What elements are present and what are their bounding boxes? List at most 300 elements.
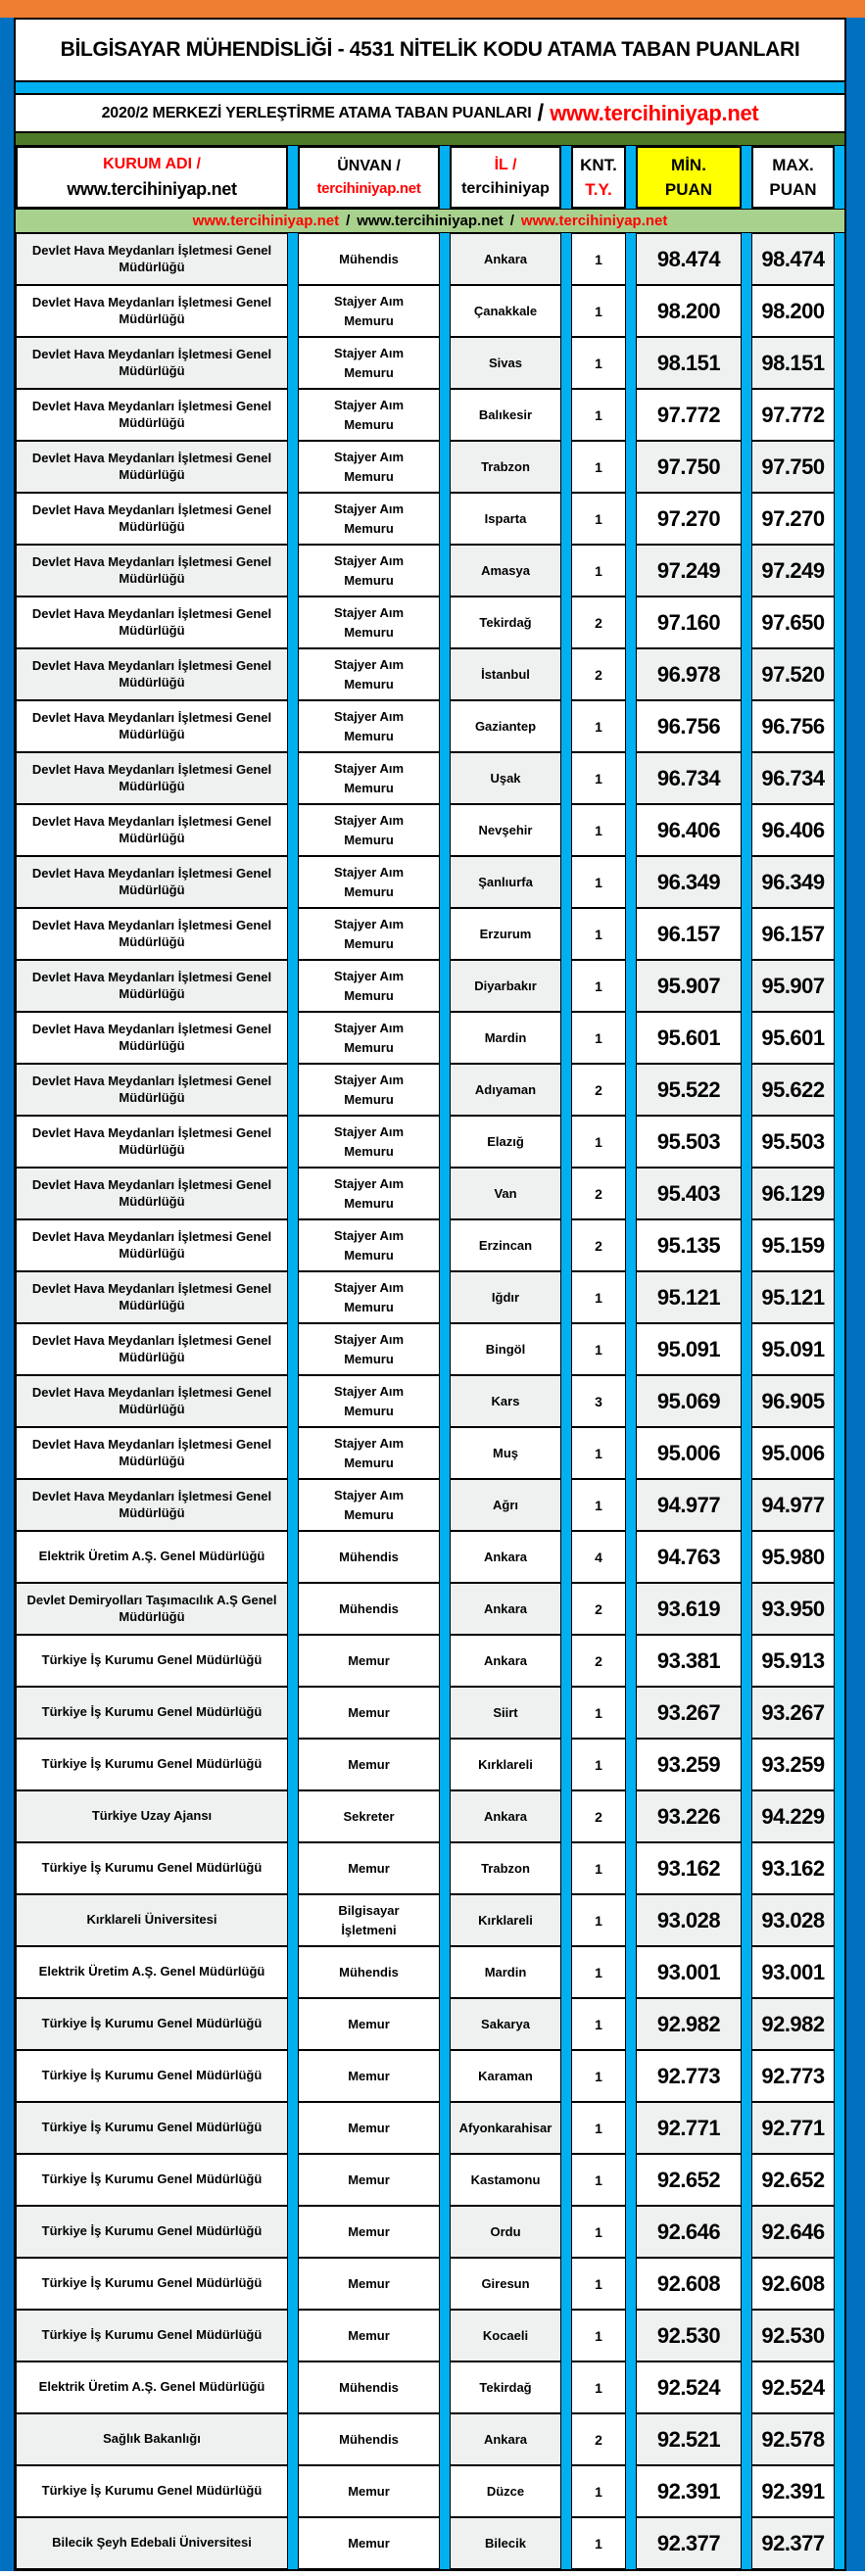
cell-knt: 1 <box>571 2465 626 2517</box>
cell-knt: 1 <box>571 856 626 908</box>
cell-il: Şanlıurfa <box>450 856 561 908</box>
cell-il: Erzincan <box>450 1219 561 1271</box>
cell-min-puan: 96.406 <box>636 804 742 856</box>
cell-max-puan: 92.524 <box>751 2361 835 2413</box>
table-row <box>16 1271 844 1323</box>
cell-min-puan: 92.608 <box>636 2258 742 2310</box>
cell-max-puan: 92.391 <box>751 2465 835 2517</box>
cell-max-puan: 95.622 <box>751 1064 835 1116</box>
table-row <box>16 2050 844 2102</box>
cell-il: Sivas <box>450 337 561 389</box>
max-header-label: MAX. <box>772 155 814 174</box>
cell-min-puan: 92.646 <box>636 2206 742 2258</box>
cell-knt: 1 <box>571 2050 626 2102</box>
cell-unvan: Memur <box>298 1842 440 1894</box>
cell-min-puan: 92.524 <box>636 2361 742 2413</box>
column-header-il <box>450 146 561 209</box>
cell-il: Ankara <box>450 233 561 285</box>
table-row <box>16 545 844 596</box>
cell-il: Ordu <box>450 2206 561 2258</box>
cell-min-puan: 98.474 <box>636 233 742 285</box>
cell-knt: 1 <box>571 1687 626 1739</box>
cell-max-puan: 92.530 <box>751 2310 835 2361</box>
cell-unvan: Memur <box>298 2465 440 2517</box>
table-row <box>16 389 844 441</box>
cell-max-puan: 98.474 <box>751 233 835 285</box>
watermark-bar <box>16 209 844 233</box>
cell-min-puan: 93.028 <box>636 1894 742 1946</box>
column-header-unvan <box>298 146 440 209</box>
table-row <box>16 960 844 1012</box>
table-row <box>16 908 844 960</box>
column-header-max <box>751 146 835 209</box>
cell-unvan: Stajyer Aım Memuru <box>298 1116 440 1168</box>
cell-il: Afyonkarahisar <box>450 2102 561 2154</box>
cell-knt: 1 <box>571 2154 626 2206</box>
table-row <box>16 285 844 337</box>
cell-unvan: Memur <box>298 2310 440 2361</box>
cell-unvan: Stajyer Aım Memuru <box>298 1427 440 1479</box>
cell-il: Adıyaman <box>450 1064 561 1116</box>
cell-kurum: Devlet Hava Meydanları İşletmesi Genel Müdürlüğü <box>16 233 288 285</box>
cell-unvan: Stajyer Aım Memuru <box>298 1219 440 1271</box>
cell-kurum: Devlet Demiryolları Taşımacılık A.Ş Genel Müdürlüğü <box>16 1583 288 1635</box>
cell-kurum: Devlet Hava Meydanları İşletmesi Genel Müdürlüğü <box>16 596 288 648</box>
subtitle-slash: / <box>537 99 545 126</box>
il-header-label: İL / <box>494 157 517 173</box>
cell-kurum: Türkiye İş Kurumu Genel Müdürlüğü <box>16 2154 288 2206</box>
cell-max-puan: 96.734 <box>751 752 835 804</box>
cell-max-puan: 95.091 <box>751 1323 835 1375</box>
cell-knt: 1 <box>571 1894 626 1946</box>
cell-max-puan: 92.652 <box>751 2154 835 2206</box>
cell-kurum: Devlet Hava Meydanları İşletmesi Genel Müdürlüğü <box>16 700 288 752</box>
cell-min-puan: 97.160 <box>636 596 742 648</box>
cell-kurum: Türkiye Uzay Ajansı <box>16 1790 288 1842</box>
cell-unvan: Memur <box>298 2517 440 2569</box>
cell-knt: 2 <box>571 1064 626 1116</box>
cell-unvan: Memur <box>298 2206 440 2258</box>
cell-kurum: Devlet Hava Meydanları İşletmesi Genel Müdürlüğü <box>16 1427 288 1479</box>
cell-knt: 1 <box>571 1323 626 1375</box>
cell-kurum: Devlet Hava Meydanları İşletmesi Genel Müdürlüğü <box>16 441 288 493</box>
cell-max-puan: 96.905 <box>751 1375 835 1427</box>
cell-kurum: Devlet Hava Meydanları İşletmesi Genel Müdürlüğü <box>16 856 288 908</box>
cell-kurum: Türkiye İş Kurumu Genel Müdürlüğü <box>16 1998 288 2050</box>
cell-kurum: Devlet Hava Meydanları İşletmesi Genel Müdürlüğü <box>16 1219 288 1271</box>
cell-max-puan: 96.406 <box>751 804 835 856</box>
cell-min-puan: 92.773 <box>636 2050 742 2102</box>
cell-il: Giresun <box>450 2258 561 2310</box>
cell-min-puan: 92.530 <box>636 2310 742 2361</box>
table-row <box>16 1219 844 1271</box>
cell-il: Çanakkale <box>450 285 561 337</box>
cell-knt: 1 <box>571 2258 626 2310</box>
cell-il: Ankara <box>450 1531 561 1583</box>
cell-knt: 2 <box>571 1168 626 1219</box>
cell-unvan: Stajyer Aım Memuru <box>298 596 440 648</box>
table-row <box>16 1479 844 1531</box>
cell-kurum: Devlet Hava Meydanları İşletmesi Genel Müdürlüğü <box>16 1375 288 1427</box>
cell-min-puan: 95.601 <box>636 1012 742 1064</box>
table-row <box>16 1531 844 1583</box>
cell-max-puan: 97.249 <box>751 545 835 596</box>
cell-max-puan: 92.608 <box>751 2258 835 2310</box>
cell-unvan: Stajyer Aım Memuru <box>298 1168 440 1219</box>
cell-max-puan: 95.159 <box>751 1219 835 1271</box>
cell-unvan: Stajyer Aım Memuru <box>298 752 440 804</box>
cell-kurum: Türkiye İş Kurumu Genel Müdürlüğü <box>16 1739 288 1790</box>
table-row <box>16 233 844 285</box>
knt-header-sublabel: T.Y. <box>585 180 612 199</box>
cell-unvan: Memur <box>298 1739 440 1790</box>
cell-max-puan: 93.259 <box>751 1739 835 1790</box>
cell-max-puan: 95.121 <box>751 1271 835 1323</box>
cell-min-puan: 96.978 <box>636 648 742 700</box>
il-header-watermark: tercihiniyap <box>461 180 550 197</box>
cell-max-puan: 95.503 <box>751 1116 835 1168</box>
cell-max-puan: 95.907 <box>751 960 835 1012</box>
cell-min-puan: 95.091 <box>636 1323 742 1375</box>
watermark-slash-2: / <box>509 213 514 229</box>
cell-il: Kars <box>450 1375 561 1427</box>
cell-il: Uşak <box>450 752 561 804</box>
cell-min-puan: 93.259 <box>636 1739 742 1790</box>
cell-max-puan: 97.520 <box>751 648 835 700</box>
table-row <box>16 1323 844 1375</box>
knt-header-label: KNT. <box>580 155 617 174</box>
column-header-kurum <box>16 146 288 209</box>
cell-kurum: Devlet Hava Meydanları İşletmesi Genel Müdürlüğü <box>16 752 288 804</box>
cell-min-puan: 92.771 <box>636 2102 742 2154</box>
cell-unvan: Stajyer Aım Memuru <box>298 389 440 441</box>
cell-min-puan: 92.521 <box>636 2413 742 2465</box>
table-row <box>16 1012 844 1064</box>
cell-knt: 4 <box>571 1531 626 1583</box>
cell-unvan: Memur <box>298 2154 440 2206</box>
cell-knt: 1 <box>571 700 626 752</box>
cell-min-puan: 96.734 <box>636 752 742 804</box>
cell-il: Tekirdağ <box>450 596 561 648</box>
unvan-header-label: ÜNVAN / <box>337 157 401 174</box>
cell-max-puan: 93.162 <box>751 1842 835 1894</box>
cell-unvan: Mühendis <box>298 2361 440 2413</box>
table-row <box>16 2154 844 2206</box>
cell-kurum: Devlet Hava Meydanları İşletmesi Genel Müdürlüğü <box>16 545 288 596</box>
cell-min-puan: 93.381 <box>636 1635 742 1687</box>
table-row <box>16 648 844 700</box>
cell-max-puan: 93.028 <box>751 1894 835 1946</box>
table-row <box>16 1894 844 1946</box>
cell-kurum: Bilecik Şeyh Edebali Üniversitesi <box>16 2517 288 2569</box>
cell-kurum: Devlet Hava Meydanları İşletmesi Genel Müdürlüğü <box>16 337 288 389</box>
cell-knt: 1 <box>571 2517 626 2569</box>
cell-knt: 1 <box>571 1012 626 1064</box>
cell-il: Ankara <box>450 1790 561 1842</box>
cell-min-puan: 93.267 <box>636 1687 742 1739</box>
cell-unvan: Mühendis <box>298 1531 440 1583</box>
cell-min-puan: 94.763 <box>636 1531 742 1583</box>
cell-il: Düzce <box>450 2465 561 2517</box>
cell-knt: 1 <box>571 441 626 493</box>
cell-max-puan: 96.157 <box>751 908 835 960</box>
cell-knt: 2 <box>571 648 626 700</box>
cell-kurum: Devlet Hava Meydanları İşletmesi Genel Müdürlüğü <box>16 1012 288 1064</box>
cell-knt: 1 <box>571 2102 626 2154</box>
table-row <box>16 2102 844 2154</box>
cell-max-puan: 96.349 <box>751 856 835 908</box>
cell-kurum: Devlet Hava Meydanları İşletmesi Genel Müdürlüğü <box>16 648 288 700</box>
cell-il: Kocaeli <box>450 2310 561 2361</box>
table-row <box>16 1583 844 1635</box>
cell-unvan: Stajyer Aım Memuru <box>298 441 440 493</box>
cell-max-puan: 93.950 <box>751 1583 835 1635</box>
blue-frame <box>0 18 865 2571</box>
table-row <box>16 804 844 856</box>
table-row <box>16 1116 844 1168</box>
subtitle-site-link: www.tercihiniyap.net <box>550 100 759 125</box>
watermark-link-2: www.tercihiniyap.net <box>357 213 504 229</box>
cell-il: Erzurum <box>450 908 561 960</box>
min-header-label: MİN. <box>671 155 706 174</box>
table-body <box>16 233 844 2569</box>
cell-knt: 1 <box>571 2206 626 2258</box>
cell-kurum: Devlet Hava Meydanları İşletmesi Genel Müdürlüğü <box>16 389 288 441</box>
cell-max-puan: 95.913 <box>751 1635 835 1687</box>
cell-il: Muş <box>450 1427 561 1479</box>
cell-kurum: Devlet Hava Meydanları İşletmesi Genel Müdürlüğü <box>16 804 288 856</box>
cell-knt: 2 <box>571 596 626 648</box>
cell-max-puan: 98.200 <box>751 285 835 337</box>
cell-kurum: Devlet Hava Meydanları İşletmesi Genel Müdürlüğü <box>16 1116 288 1168</box>
cell-max-puan: 97.270 <box>751 493 835 545</box>
cell-unvan: Memur <box>298 1998 440 2050</box>
cell-knt: 1 <box>571 1946 626 1998</box>
cell-max-puan: 93.267 <box>751 1687 835 1739</box>
cell-il: Tekirdağ <box>450 2361 561 2413</box>
cell-knt: 1 <box>571 1116 626 1168</box>
cell-kurum: Kırklareli Üniversitesi <box>16 1894 288 1946</box>
cell-kurum: Türkiye İş Kurumu Genel Müdürlüğü <box>16 2102 288 2154</box>
cell-max-puan: 96.756 <box>751 700 835 752</box>
cell-knt: 1 <box>571 1739 626 1790</box>
cell-knt: 2 <box>571 1790 626 1842</box>
cell-unvan: Memur <box>298 1635 440 1687</box>
cell-il: Mardin <box>450 1946 561 1998</box>
cell-min-puan: 98.200 <box>636 285 742 337</box>
cell-il: Ankara <box>450 1583 561 1635</box>
cell-il: İstanbul <box>450 648 561 700</box>
cell-il: Ankara <box>450 2413 561 2465</box>
cell-min-puan: 96.756 <box>636 700 742 752</box>
cell-il: Elazığ <box>450 1116 561 1168</box>
cell-kurum: Türkiye İş Kurumu Genel Müdürlüğü <box>16 1842 288 1894</box>
min-header-sublabel: PUAN <box>664 180 713 199</box>
cell-il: Diyarbakır <box>450 960 561 1012</box>
cell-knt: 2 <box>571 1635 626 1687</box>
table-header-row <box>16 146 844 209</box>
cell-max-puan: 92.773 <box>751 2050 835 2102</box>
cell-max-puan: 95.980 <box>751 1531 835 1583</box>
cell-knt: 1 <box>571 804 626 856</box>
table-row <box>16 2413 844 2465</box>
cell-il: Amasya <box>450 545 561 596</box>
max-header-sublabel: PUAN <box>769 180 817 199</box>
table-row <box>16 2361 844 2413</box>
cell-unvan: Memur <box>298 2050 440 2102</box>
cell-max-puan: 92.982 <box>751 1998 835 2050</box>
cell-unvan: Stajyer Aım Memuru <box>298 1375 440 1427</box>
cell-il: Kırklareli <box>450 1894 561 1946</box>
table-row <box>16 2258 844 2310</box>
cell-kurum: Türkiye İş Kurumu Genel Müdürlüğü <box>16 2050 288 2102</box>
cyan-divider-bar <box>16 82 844 95</box>
table-row <box>16 2310 844 2361</box>
cell-min-puan: 92.652 <box>636 2154 742 2206</box>
kurum-header-watermark: www.tercihiniyap.net <box>67 178 237 199</box>
table-row <box>16 1168 844 1219</box>
cell-kurum: Devlet Hava Meydanları İşletmesi Genel Müdürlüğü <box>16 285 288 337</box>
cell-kurum: Elektrik Üretim A.Ş. Genel Müdürlüğü <box>16 1946 288 1998</box>
cell-knt: 1 <box>571 1271 626 1323</box>
cell-max-puan: 92.377 <box>751 2517 835 2569</box>
cell-max-puan: 95.006 <box>751 1427 835 1479</box>
table-row <box>16 1687 844 1739</box>
cell-kurum: Devlet Hava Meydanları İşletmesi Genel Müdürlüğü <box>16 1479 288 1531</box>
cell-min-puan: 96.349 <box>636 856 742 908</box>
cell-min-puan: 98.151 <box>636 337 742 389</box>
cell-unvan: Mühendis <box>298 1583 440 1635</box>
column-header-knt <box>571 146 626 209</box>
cell-knt: 1 <box>571 545 626 596</box>
cell-max-puan: 95.601 <box>751 1012 835 1064</box>
cell-min-puan: 95.069 <box>636 1375 742 1427</box>
cell-unvan: Stajyer Aım Memuru <box>298 856 440 908</box>
cell-unvan: Stajyer Aım Memuru <box>298 285 440 337</box>
cell-kurum: Devlet Hava Meydanları İşletmesi Genel Müdürlüğü <box>16 908 288 960</box>
cell-min-puan: 97.270 <box>636 493 742 545</box>
cell-kurum: Devlet Hava Meydanları İşletmesi Genel Müdürlüğü <box>16 1323 288 1375</box>
cell-min-puan: 95.403 <box>636 1168 742 1219</box>
cell-unvan: Stajyer Aım Memuru <box>298 1271 440 1323</box>
table-row <box>16 1739 844 1790</box>
cell-min-puan: 93.162 <box>636 1842 742 1894</box>
cell-min-puan: 97.772 <box>636 389 742 441</box>
cell-unvan: Stajyer Aım Memuru <box>298 804 440 856</box>
cell-unvan: Sekreter <box>298 1790 440 1842</box>
watermark-link-3: www.tercihiniyap.net <box>520 213 668 229</box>
table-row <box>16 596 844 648</box>
cell-unvan: Stajyer Aım Memuru <box>298 1012 440 1064</box>
top-orange-bar <box>0 0 865 18</box>
cell-il: Kırklareli <box>450 1739 561 1790</box>
table-row <box>16 1998 844 2050</box>
cell-min-puan: 95.522 <box>636 1064 742 1116</box>
cell-unvan: Memur <box>298 2102 440 2154</box>
cell-knt: 3 <box>571 1375 626 1427</box>
cell-min-puan: 95.006 <box>636 1427 742 1479</box>
cell-kurum: Türkiye İş Kurumu Genel Müdürlüğü <box>16 2310 288 2361</box>
cell-min-puan: 95.121 <box>636 1271 742 1323</box>
cell-unvan: Memur <box>298 2258 440 2310</box>
table-row <box>16 856 844 908</box>
cell-unvan: Stajyer Aım Memuru <box>298 493 440 545</box>
cell-kurum: Devlet Hava Meydanları İşletmesi Genel Müdürlüğü <box>16 1168 288 1219</box>
cell-il: Trabzon <box>450 1842 561 1894</box>
table-row <box>16 493 844 545</box>
cell-unvan: Stajyer Aım Memuru <box>298 337 440 389</box>
dark-green-divider-bar <box>16 133 844 146</box>
cell-knt: 1 <box>571 285 626 337</box>
cell-min-puan: 93.226 <box>636 1790 742 1842</box>
cell-min-puan: 95.907 <box>636 960 742 1012</box>
page-title: BİLGİSAYAR MÜHENDİSLİĞİ - 4531 NİTELİK KODU ATAMA TABAN PUANLARI <box>16 20 844 82</box>
cell-knt: 2 <box>571 1583 626 1635</box>
kurum-header-label: KURUM ADI / <box>103 155 201 172</box>
cell-max-puan: 92.771 <box>751 2102 835 2154</box>
cell-min-puan: 92.391 <box>636 2465 742 2517</box>
cell-il: Isparta <box>450 493 561 545</box>
cell-max-puan: 93.001 <box>751 1946 835 1998</box>
cell-max-puan: 97.750 <box>751 441 835 493</box>
cell-kurum: Devlet Hava Meydanları İşletmesi Genel Müdürlüğü <box>16 493 288 545</box>
cell-kurum: Elektrik Üretim A.Ş. Genel Müdürlüğü <box>16 2361 288 2413</box>
cell-unvan: Stajyer Aım Memuru <box>298 700 440 752</box>
cell-knt: 1 <box>571 337 626 389</box>
cell-min-puan: 97.249 <box>636 545 742 596</box>
cell-unvan: Stajyer Aım Memuru <box>298 960 440 1012</box>
subtitle-row <box>16 95 844 133</box>
cell-unvan: Stajyer Aım Memuru <box>298 1323 440 1375</box>
cell-min-puan: 94.977 <box>636 1479 742 1531</box>
column-header-min <box>636 146 742 209</box>
cell-il: Gaziantep <box>450 700 561 752</box>
cell-il: Ağrı <box>450 1479 561 1531</box>
cell-knt: 1 <box>571 1842 626 1894</box>
cell-min-puan: 96.157 <box>636 908 742 960</box>
cell-il: Balıkesir <box>450 389 561 441</box>
table-row <box>16 1375 844 1427</box>
table-row <box>16 752 844 804</box>
cell-il: Iğdır <box>450 1271 561 1323</box>
cell-kurum: Türkiye İş Kurumu Genel Müdürlüğü <box>16 1687 288 1739</box>
cell-kurum: Sağlık Bakanlığı <box>16 2413 288 2465</box>
table-row <box>16 1635 844 1687</box>
cell-knt: 1 <box>571 1998 626 2050</box>
cell-il: Siirt <box>450 1687 561 1739</box>
cell-min-puan: 97.750 <box>636 441 742 493</box>
cell-unvan: Stajyer Aım Memuru <box>298 1479 440 1531</box>
cell-il: Mardin <box>450 1012 561 1064</box>
cell-min-puan: 92.982 <box>636 1998 742 2050</box>
cell-max-puan: 97.772 <box>751 389 835 441</box>
table-row <box>16 2206 844 2258</box>
cell-il: Van <box>450 1168 561 1219</box>
cell-kurum: Devlet Hava Meydanları İşletmesi Genel Müdürlüğü <box>16 960 288 1012</box>
cell-unvan: Stajyer Aım Memuru <box>298 648 440 700</box>
table-panel <box>14 18 846 2571</box>
table-row <box>16 1790 844 1842</box>
cell-il: Bingöl <box>450 1323 561 1375</box>
cell-min-puan: 93.001 <box>636 1946 742 1998</box>
cell-kurum: Türkiye İş Kurumu Genel Müdürlüğü <box>16 2206 288 2258</box>
cell-max-puan: 92.578 <box>751 2413 835 2465</box>
cell-kurum: Türkiye İş Kurumu Genel Müdürlüğü <box>16 2465 288 2517</box>
cell-unvan: Mühendis <box>298 2413 440 2465</box>
table-row <box>16 1842 844 1894</box>
cell-knt: 1 <box>571 1479 626 1531</box>
table-row <box>16 2465 844 2517</box>
